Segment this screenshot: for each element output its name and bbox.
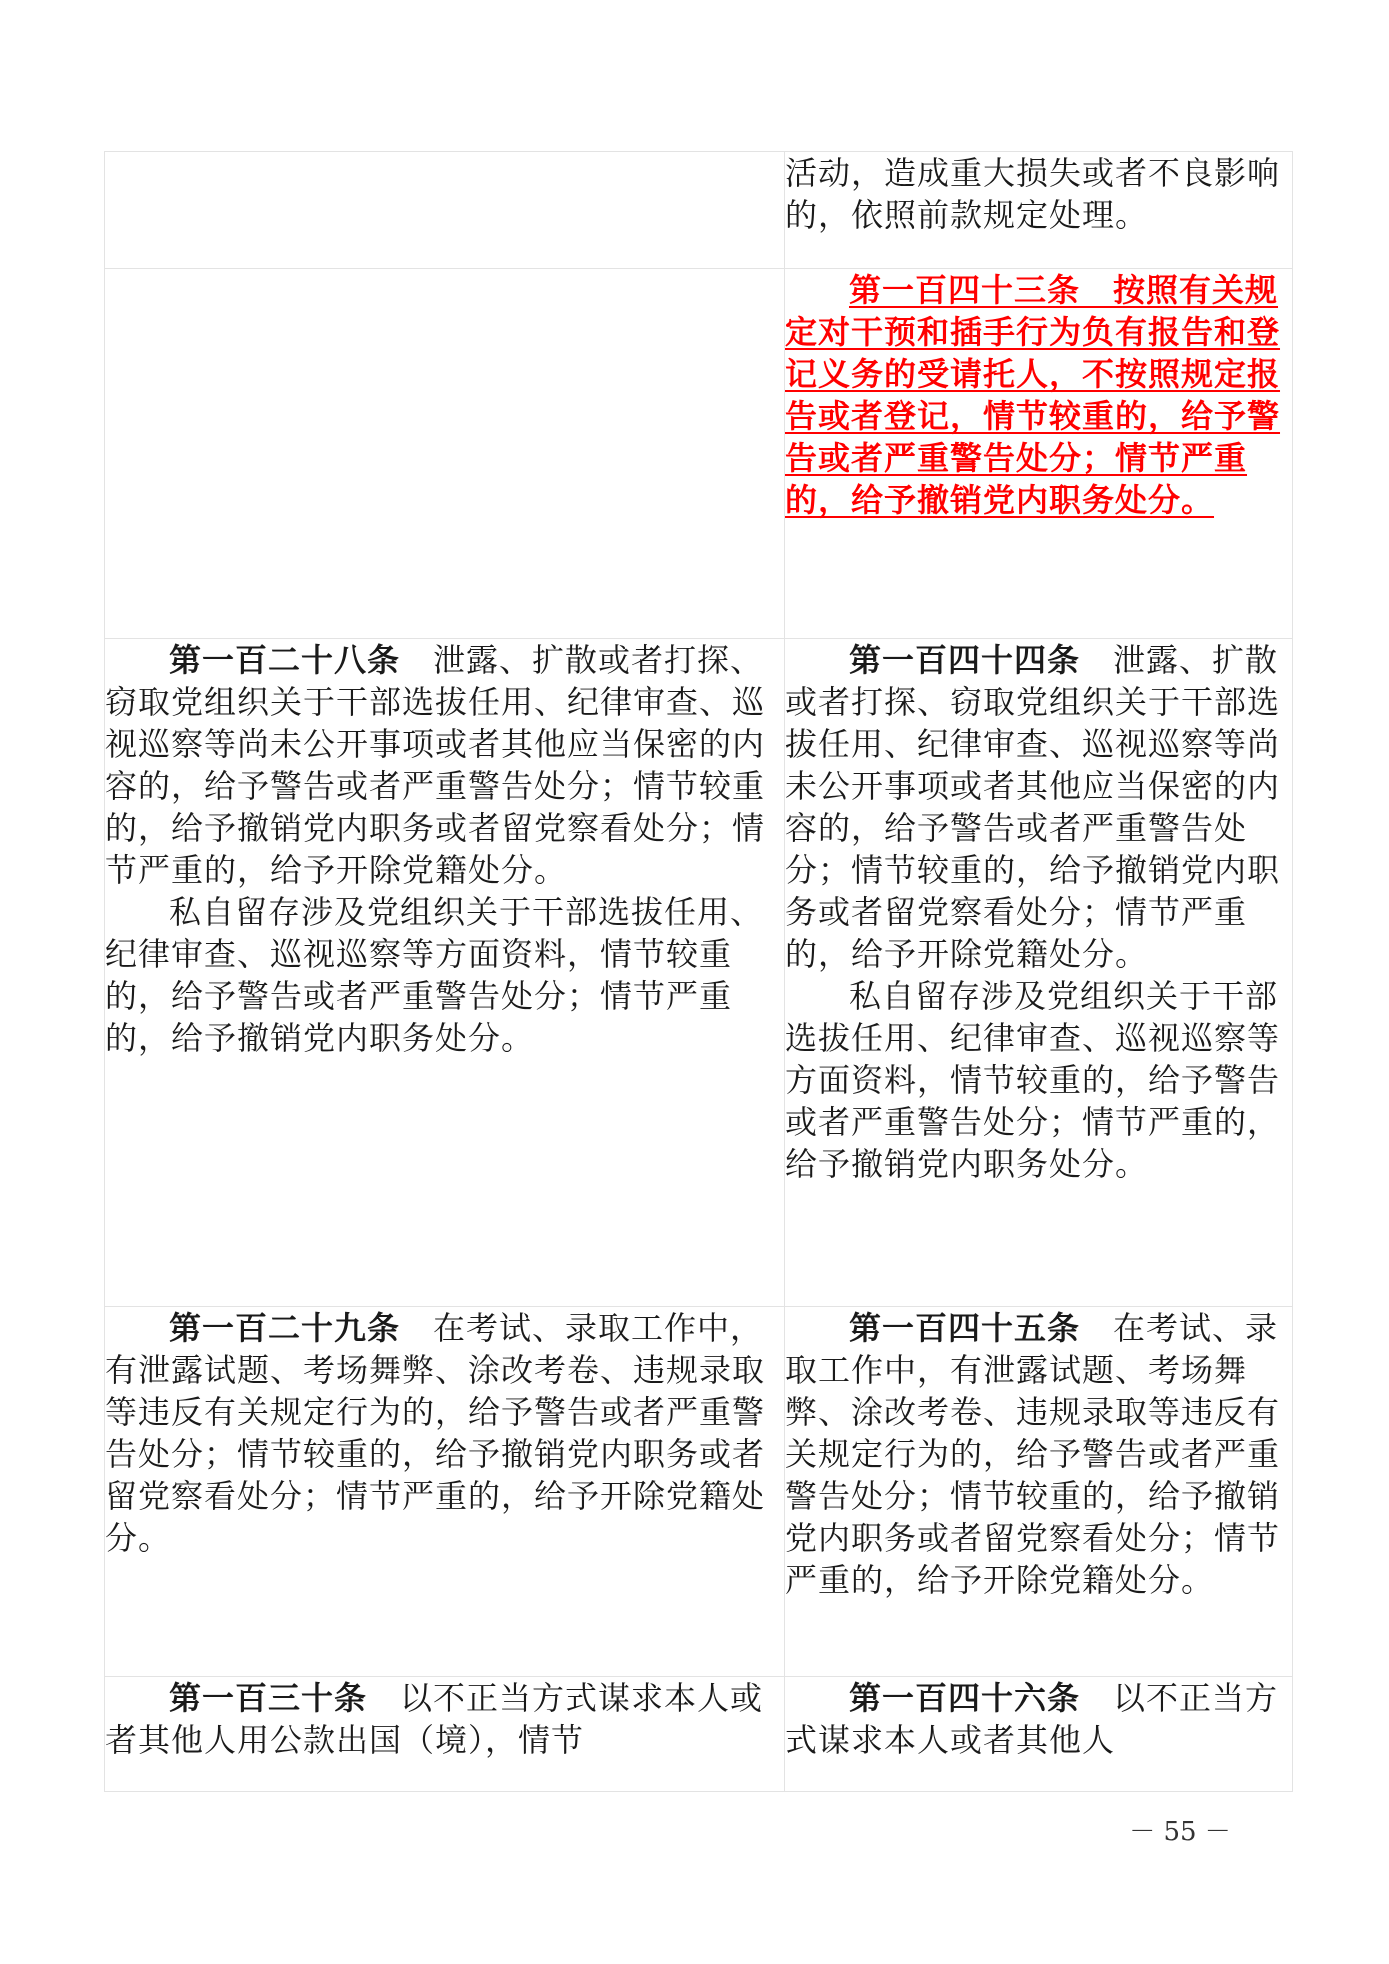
left-cell <box>105 1677 785 1792</box>
left-cell <box>105 639 785 1307</box>
comparison-table <box>104 151 1293 1792</box>
table-row <box>105 639 1293 1307</box>
article-paragraph <box>105 891 784 1059</box>
table-row <box>105 152 1293 269</box>
article-paragraph <box>785 1677 1292 1761</box>
article-text: 在考试、录取工作中，有泄露试题、考场舞弊、涂改考卷、违规录取等违反有关规定行为的，给予警告或者严重警告处分；情节较重的，给予撤销党内职务或者留党察看处分；情节严重的，给予开除党籍处分。 <box>105 1309 766 1557</box>
article-paragraph <box>105 639 784 891</box>
page-number: － 55 － <box>1129 1817 1231 1847</box>
article-heading: 第一百三十条 <box>169 1679 368 1717</box>
article-text: 以不正当方式谋求本人或者其他人用公款出国（境），情节 <box>105 1679 764 1759</box>
highlighted-text: 第一百四十三条 按照有关规定对干预和插手行为负有报告和登记义务的受请托人，不按照规定报告或者登记，情节较重的，给予警告或者严重警告处分；情节严重的，给予撤销党内职务处分。 <box>785 271 1281 519</box>
article-text: 私自留存涉及党组织关于干部选拔任用、纪律审查、巡视巡察等方面资料，情节较重的，给予警告或者严重警告处分；情节严重的，给予撤销党内职务处分。 <box>105 893 764 1057</box>
article-paragraph <box>105 1307 784 1559</box>
right-cell <box>785 639 1293 1307</box>
article-heading: 第一百二十八条 <box>169 641 401 679</box>
table-row <box>105 269 1293 639</box>
article-paragraph <box>785 639 1292 975</box>
left-cell <box>105 269 785 639</box>
paragraph: 活动，造成重大损失或者不良影响的，依照前款规定处理。 <box>785 154 1281 234</box>
right-cell <box>785 1677 1293 1792</box>
article-paragraph <box>785 1307 1292 1601</box>
article-paragraph <box>105 1677 784 1761</box>
right-cell <box>785 269 1293 639</box>
article-heading: 第一百四十五条 <box>849 1309 1081 1347</box>
table-row <box>105 1307 1293 1677</box>
article-text: 在考试、录取工作中，有泄露试题、考场舞弊、涂改考卷、违规录取等违反有关规定行为的，给予警告或者严重警告处分；情节较重的，给予撤销党内职务或者留党察看处分；情节严重的，给予开除党籍处分。 <box>785 1309 1281 1599</box>
right-cell <box>785 1307 1293 1677</box>
highlighted-article <box>785 269 1292 521</box>
article-paragraph <box>785 975 1292 1185</box>
article-text: 以不正当方式谋求本人或者其他人 <box>785 1679 1279 1759</box>
table-row <box>105 1677 1293 1792</box>
article-text: 私自留存涉及党组织关于干部选拔任用、纪律审查、巡视巡察等方面资料，情节较重的，给予警告或者严重警告处分；情节严重的，给予撤销党内职务处分。 <box>785 977 1281 1183</box>
left-cell <box>105 152 785 269</box>
article-heading: 第一百二十九条 <box>169 1309 401 1347</box>
right-cell <box>785 152 1293 269</box>
left-cell <box>105 1307 785 1677</box>
article-heading: 第一百四十六条 <box>849 1679 1081 1717</box>
article-heading: 第一百四十四条 <box>849 641 1081 679</box>
article-text: 泄露、扩散或者打探、窃取党组织关于干部选拔任用、纪律审查、巡视巡察等尚未公开事项或者其他应当保密的内容的，给予警告或者严重警告处分；情节较重的，给予撤销党内职务或者留党察看处分；情节严重的，给予开除党籍处分。 <box>105 641 766 889</box>
article-text: 泄露、扩散或者打探、窃取党组织关于干部选拔任用、纪律审查、巡视巡察等尚未公开事项或者其他应当保密的内容的，给予警告或者严重警告处分；情节较重的，给予撤销党内职务或者留党察看处分；情节严重的，给予开除党籍处分。 <box>785 641 1281 973</box>
